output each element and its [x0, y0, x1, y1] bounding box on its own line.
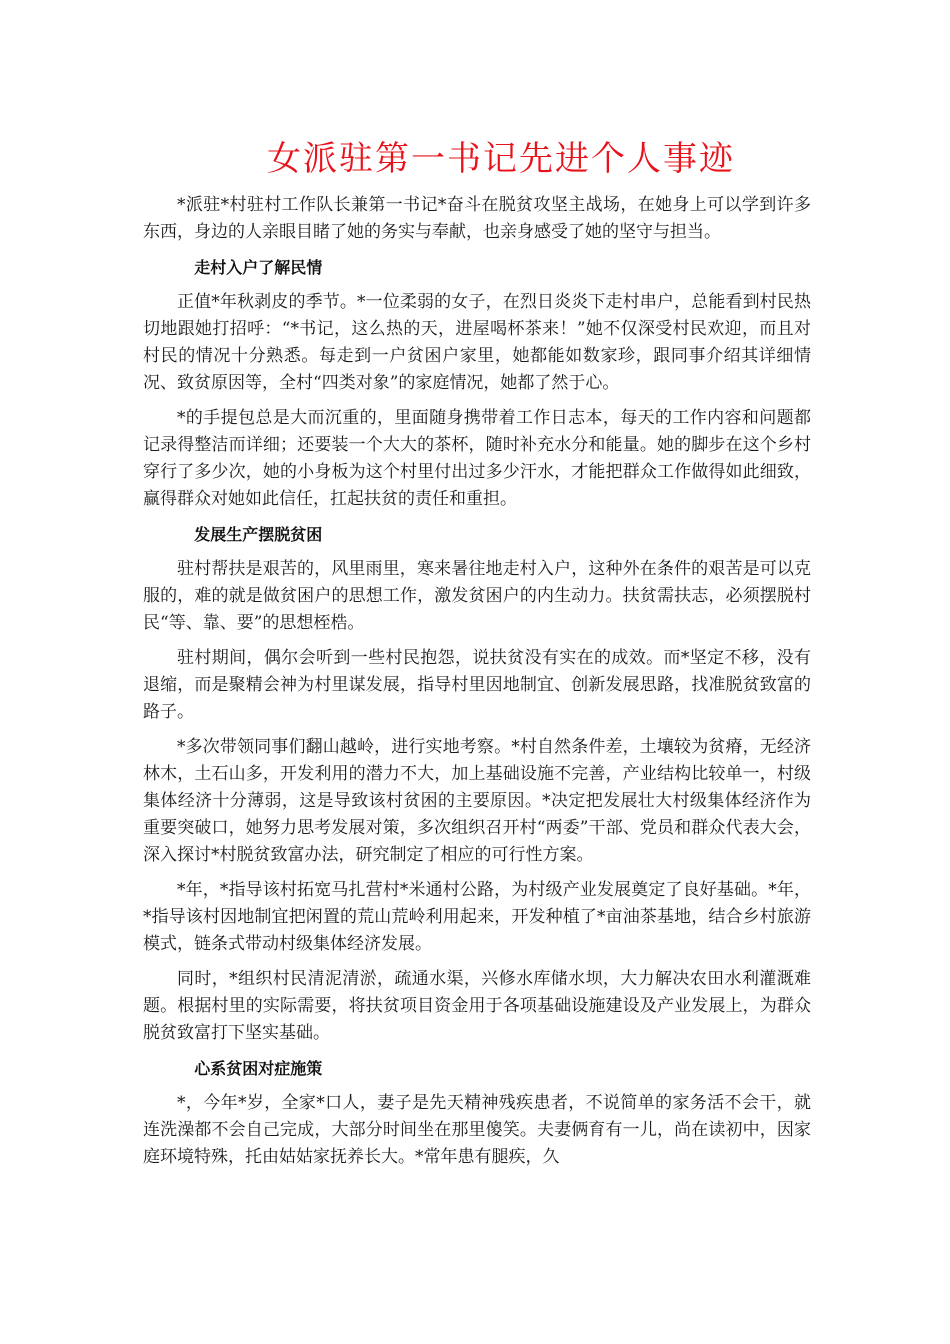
body-paragraph: 驻村帮扶是艰苦的，风里雨里，寒来暑往地走村入户，这种外在条件的艰苦是可以克服的，难的就是做贫困户的思想工作，激发贫困户的内生动力。扶贫需扶志，必须摆脱村民“等、靠、要”的思想桎梏。 — [143, 559, 811, 633]
section-heading: 心系贫困对症施策 — [194, 1059, 323, 1078]
body-paragraph: *的手提包总是大而沉重的，里面随身携带着工作日志本，每天的工作内容和问题都记录得整洁而详细；还要装一个大大的茶杯，随时补充水分和能量。她的脚步在这个乡村穿行了多少次，她的小身板为这个村里付出过多少汗水，才能把群众工作做得如此细致，赢得群众对她如此信任，扛起扶贫的责任和重担。 — [143, 408, 811, 509]
body-paragraph: *，今年*岁，全家*口人，妻子是先天精神残疾患者，不说简单的家务活不会干，就连洗澡都不会自己完成，大部分时间坐在那里傻笑。夫妻俩育有一儿，尚在读初中，因家庭环境特殊，托由姑姑家抚养长大。*常年患有腿疾，久 — [143, 1093, 811, 1167]
section-heading: 发展生产摆脱贫困 — [194, 525, 323, 544]
body-paragraph: 同时，*组织村民清泥清淤，疏通水渠，兴修水库储水坝，大力解决农田水利灌溉难题。根据村里的实际需要，将扶贫项目资金用于各项基础设施建设及产业发展上，为群众脱贫致富打下坚实基础。 — [143, 969, 811, 1043]
body-paragraph: *多次带领同事们翻山越岭，进行实地考察。*村自然条件差，土壤较为贫瘠，无经济林木，土石山多，开发利用的潜力不大，加上基础设施不完善，产业结构比较单一，村级集体经济十分薄弱，这是导致该村贫困的主要原因。*决定把发展壮大村级集体经济作为重要突破口，她努力思考发展对策，多次组织召开村“两委”干部、党员和群众代表大会，深入探讨*村脱贫致富办法，研究制定了相应的可行性方案。 — [143, 737, 811, 865]
intro-paragraph: *派驻*村驻村工作队长兼第一书记*奋斗在脱贫攻坚主战场，在她身上可以学到许多东西，身边的人亲眼目睹了她的务实与奉献，也亲身感受了她的坚守与担当。 — [143, 195, 811, 242]
document-title: 女派驻第一书记先进个人事迹 — [267, 139, 735, 179]
section-visit-villagers — [143, 254, 811, 513]
section-heading: 走村入户了解民情 — [194, 258, 323, 277]
body-paragraph: 驻村期间，偶尔会听到一些村民抱怨，说扶贫没有实在的成效。而*坚定不移，没有退缩，而是聚精会神为村里谋发展，指导村里因地制宜、创新发展思路，找准脱贫致富的路子。 — [143, 648, 811, 722]
body-paragraph: 正值*年秋剥皮的季节。*一位柔弱的女子，在烈日炎炎下走村串户，总能看到村民热切地跟她打招呼：“*书记，这么热的天，进屋喝杯茶来！”她不仅深受村民欢迎，而且对村民的情况十分熟悉。每走到一户贫困户家里，她都能如数家珍，跟同事介绍其详细情况、致贫原因等，全村“四类对象”的家庭情况，她都了然于心。 — [143, 292, 811, 393]
body-paragraph: *年，*指导该村拓宽马扎营村*米通村公路，为村级产业发展奠定了良好基础。*年，*指导该村因地制宜把闲置的荒山荒岭利用起来，开发种植了*亩油茶基地，结合乡村旅游模式，链条式带动村级集体经济发展。 — [143, 880, 811, 954]
section-develop-production — [143, 521, 811, 1047]
section-targeted-measures — [143, 1055, 811, 1171]
document-body — [143, 192, 811, 1179]
